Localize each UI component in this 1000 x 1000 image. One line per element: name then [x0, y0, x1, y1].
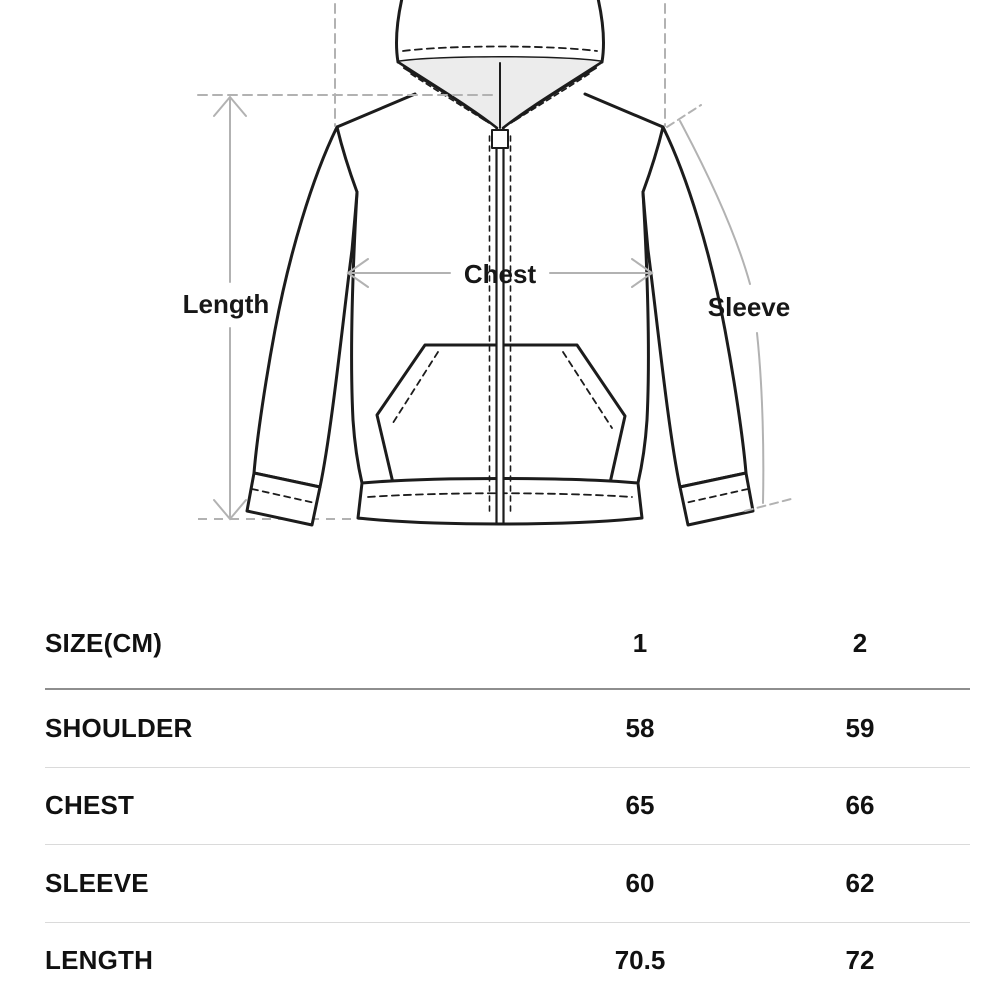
left-sleeve — [254, 127, 357, 487]
row-label: SLEEVE — [45, 867, 149, 898]
length-label: Length — [182, 289, 270, 319]
row-value: 66 — [845, 790, 875, 821]
hood-crown — [396, 0, 603, 62]
row-value: 72 — [845, 945, 875, 976]
size-column-2: 2 — [852, 627, 868, 658]
table-row-shoulder — [45, 690, 970, 768]
row-label: LENGTH — [45, 945, 154, 976]
size-table-header — [45, 598, 970, 690]
size-table — [45, 598, 970, 999]
row-label: CHEST — [45, 790, 135, 821]
sleeve-label: Sleeve — [707, 292, 791, 322]
row-value: 65 — [625, 790, 655, 821]
row-value: 62 — [845, 867, 875, 898]
table-row-chest — [45, 768, 970, 846]
table-row-length — [45, 923, 970, 1000]
size-column-1: 1 — [632, 627, 648, 658]
row-value: 70.5 — [614, 945, 666, 976]
chest-label: Chest — [463, 259, 537, 289]
row-value: 60 — [625, 867, 655, 898]
table-row-sleeve — [45, 845, 970, 923]
row-value: 58 — [625, 712, 655, 743]
row-label: SHOULDER — [45, 712, 193, 743]
row-value: 59 — [845, 712, 875, 743]
zipper-slider — [492, 130, 508, 148]
size-unit-header: SIZE(CM) — [45, 627, 163, 658]
